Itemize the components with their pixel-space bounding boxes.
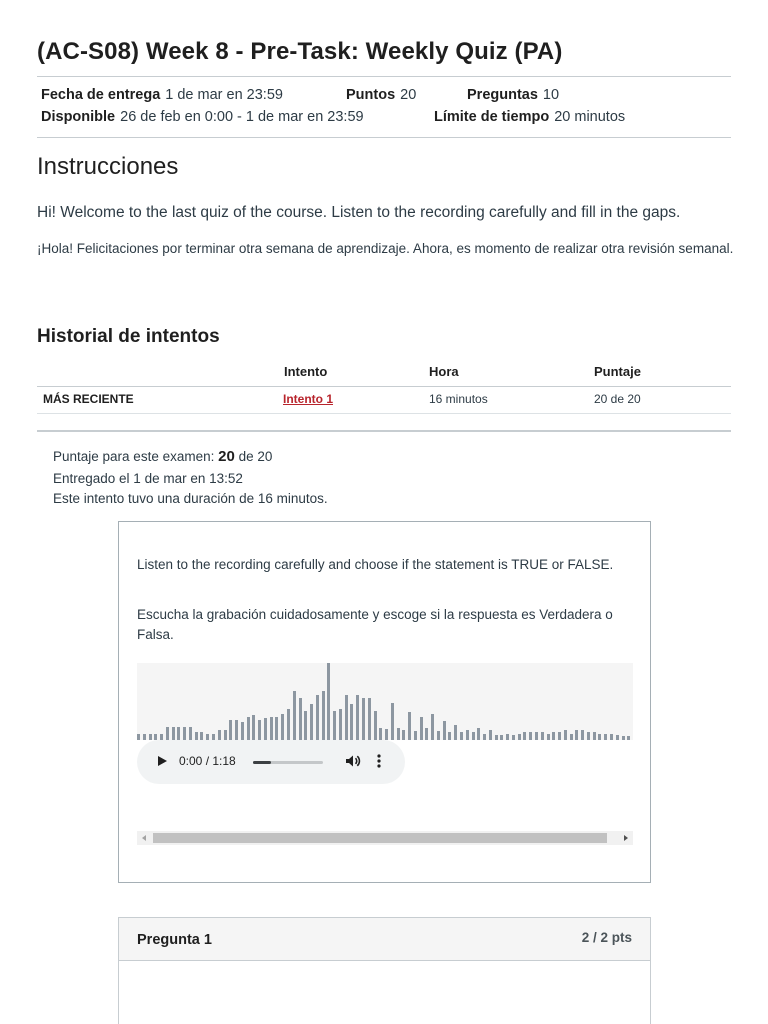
waveform-bar <box>547 734 550 740</box>
waveform-bar <box>258 720 261 740</box>
waveform-bar <box>483 734 486 740</box>
divider-details <box>37 137 731 138</box>
audio-time: 0:00 / 1:18 <box>179 754 236 768</box>
waveform-bar <box>183 727 186 740</box>
attempt-duration: Este intento tuvo una duración de 16 minutos. <box>53 491 328 506</box>
waveform-bar <box>333 711 336 740</box>
score-value: 20 <box>218 448 235 465</box>
play-icon[interactable] <box>158 756 167 766</box>
time-limit-label: Límite de tiempo <box>434 109 550 125</box>
waveform-bar <box>552 732 555 740</box>
waveform-bar <box>287 709 290 740</box>
question-header <box>119 918 650 961</box>
time-limit <box>434 109 625 125</box>
waveform-bar <box>500 735 503 740</box>
waveform-bar <box>581 730 584 740</box>
waveform-bar <box>166 727 169 740</box>
waveform-bar <box>385 729 388 740</box>
waveform-bar <box>224 730 227 740</box>
waveform-bar <box>264 718 267 740</box>
points-label: Puntos <box>346 87 396 103</box>
availability-value: 26 de feb en 0:00 - 1 de mar en 23:59 <box>120 109 364 125</box>
waveform-bar <box>541 732 544 740</box>
instructions-heading: Instrucciones <box>37 153 179 180</box>
score-suffix: de 20 <box>238 449 273 464</box>
waveform-bar <box>529 732 532 740</box>
waveform-bar <box>241 722 244 740</box>
score-line <box>53 448 272 465</box>
waveform-bar <box>275 717 278 740</box>
attempt-time: 16 minutos <box>429 392 488 406</box>
score-prefix: Puntaje para este examen: <box>53 449 215 464</box>
waveform-bar <box>379 728 382 740</box>
waveform-bar <box>477 728 480 740</box>
waveform-bar <box>425 728 428 740</box>
attempt-link[interactable]: Intento 1 <box>283 392 333 406</box>
waveform-bar <box>137 734 140 740</box>
question-card <box>118 917 651 1024</box>
waveform-bar <box>172 727 175 740</box>
waveform-bar <box>304 711 307 740</box>
divider-top <box>37 76 731 77</box>
waveform-bar <box>593 732 596 740</box>
waveform-bar <box>345 695 348 740</box>
waveform-bar <box>195 732 198 740</box>
column-header-attempt: Intento <box>284 364 328 379</box>
waveform-bar <box>327 663 330 740</box>
audio-waveform <box>137 663 633 740</box>
availability-label: Disponible <box>41 109 116 125</box>
waveform-bar <box>604 734 607 740</box>
intro-english: Listen to the recording carefully and choose if the statement is TRUE or FALSE. <box>137 557 614 572</box>
waveform-bar <box>489 730 492 740</box>
waveform-bar <box>189 727 192 740</box>
audio-progress-fill <box>253 761 271 764</box>
waveform-bar <box>299 698 302 740</box>
availability <box>41 109 364 125</box>
waveform-bar <box>506 734 509 740</box>
time-limit-value: 20 minutos <box>554 109 626 125</box>
waveform-bar <box>495 735 498 740</box>
instructions-english: Hi! Welcome to the last quiz of the course. Listen to the recording carefully and fill in the gaps. <box>37 204 681 221</box>
waveform-bar <box>466 730 469 740</box>
waveform-bar <box>575 730 578 740</box>
waveform-bar <box>622 736 625 740</box>
waveform-bar <box>431 714 434 740</box>
waveform-bar <box>235 720 238 740</box>
question-title: Pregunta 1 <box>137 932 212 948</box>
waveform-bar <box>218 730 221 740</box>
waveform-bar <box>368 698 371 740</box>
horizontal-scrollbar[interactable] <box>137 831 633 845</box>
waveform-bar <box>564 730 567 740</box>
waveform-bar <box>408 712 411 740</box>
points-value: 20 <box>400 87 417 103</box>
waveform-bar <box>322 691 325 740</box>
waveform-bar <box>610 734 613 740</box>
audio-seek-slider[interactable] <box>253 761 323 764</box>
waveform-bar <box>558 732 561 740</box>
divider-results <box>37 430 731 432</box>
waveform-bar <box>523 732 526 740</box>
waveform-bar <box>437 731 440 740</box>
waveform-bar <box>448 732 451 740</box>
questions-value: 10 <box>542 87 560 103</box>
question-points: 2 / 2 pts <box>581 930 632 945</box>
waveform-bar <box>310 704 313 740</box>
submitted-at: Entregado el 1 de mar en 13:52 <box>53 471 243 486</box>
scroll-right-icon[interactable] <box>624 835 628 841</box>
waveform-bar <box>443 721 446 740</box>
waveform-bar <box>252 715 255 740</box>
attempt-score: 20 de 20 <box>594 392 641 406</box>
waveform-bar <box>587 732 590 740</box>
waveform-bar <box>472 732 475 740</box>
attempt-history-heading: Historial de intentos <box>37 326 220 347</box>
table-header-divider <box>37 386 731 387</box>
waveform-bar <box>200 732 203 740</box>
waveform-bar <box>247 717 250 740</box>
volume-icon[interactable] <box>345 753 361 769</box>
row-label: MÁS RECIENTE <box>43 392 134 406</box>
waveform-bar <box>454 725 457 740</box>
waveform-bar <box>397 728 400 740</box>
due-date <box>41 87 283 103</box>
instructions-spanish: ¡Hola! Felicitaciones por terminar otra semana de aprendizaje. Ahora, es momento de realizar otra revisión semanal. <box>37 241 734 256</box>
waveform-bar <box>414 731 417 740</box>
waveform-bar <box>598 734 601 740</box>
waveform-bar <box>374 711 377 740</box>
waveform-bar <box>616 735 619 740</box>
more-options-icon[interactable] <box>377 753 381 769</box>
waveform-bar <box>339 709 342 740</box>
quiz-title: (AC-S08) Week 8 - Pre-Task: Weekly Quiz (PA) <box>37 38 563 65</box>
waveform-bar <box>270 717 273 740</box>
waveform-bar <box>420 717 423 740</box>
waveform-bar <box>362 698 365 740</box>
column-header-time: Hora <box>429 364 459 379</box>
waveform-bar <box>535 732 538 740</box>
waveform-bar <box>177 727 180 740</box>
waveform-bar <box>293 691 296 740</box>
waveform-bar <box>512 735 515 740</box>
question-intro-box <box>118 521 651 883</box>
due-date-value: 1 de mar en 23:59 <box>165 87 283 103</box>
waveform-bar <box>316 695 319 740</box>
scroll-left-icon[interactable] <box>142 835 146 841</box>
waveform-bar <box>518 734 521 740</box>
table-row-divider <box>37 413 731 414</box>
scrollbar-thumb[interactable] <box>153 833 607 843</box>
column-header-score: Puntaje <box>594 364 641 379</box>
waveform-bar <box>350 704 353 740</box>
waveform-bar <box>570 734 573 740</box>
points <box>346 87 416 103</box>
waveform-bar <box>391 703 394 740</box>
waveform-bar <box>229 720 232 740</box>
intro-spanish: Escucha la grabación cuidadosamente y escoge si la respuesta es Verdadera o Falsa. <box>137 607 613 642</box>
waveform-bar <box>281 714 284 740</box>
waveform-bar <box>143 734 146 740</box>
questions-label: Preguntas <box>467 87 538 103</box>
waveform-bar <box>149 734 152 740</box>
waveform-bar <box>356 695 359 740</box>
waveform-bar <box>402 730 405 740</box>
questions <box>467 87 559 103</box>
due-date-label: Fecha de entrega <box>41 87 161 103</box>
waveform-bar <box>627 736 630 740</box>
audio-player <box>137 740 405 784</box>
waveform-bar <box>460 732 463 740</box>
